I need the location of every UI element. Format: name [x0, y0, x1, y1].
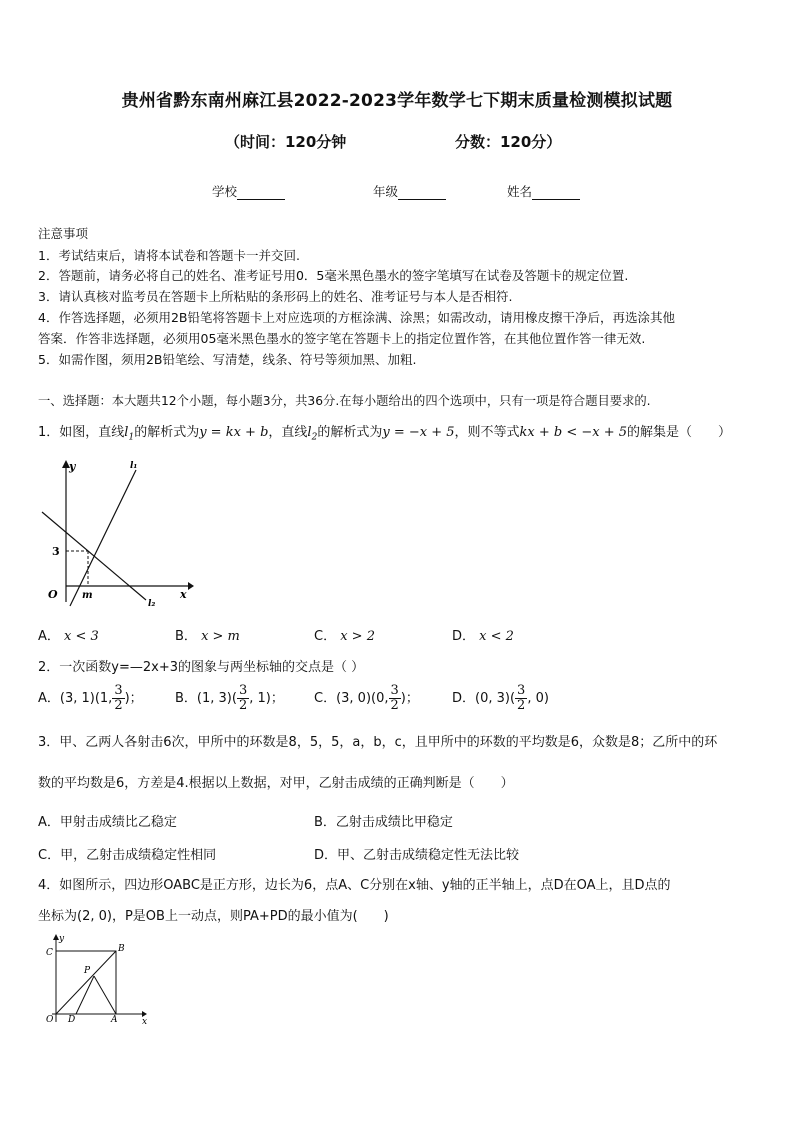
school-label: 学校 — [212, 184, 238, 199]
x-label: x — [142, 1017, 148, 1027]
option-text: x < 2 — [479, 629, 514, 644]
q4-stem-line1: 4．如图所示，四边形OABC是正方形，边长为6，点A、C分别在x轴、y轴的正半轴上，点D在OA上，且D点的 — [38, 878, 671, 893]
q1-text: ，则不等式 — [454, 425, 520, 440]
fraction-num: 3 — [390, 683, 399, 698]
fraction — [237, 684, 249, 713]
q3-option-d[interactable]: D．甲、乙射击成绩稳定性无法比较 — [314, 848, 520, 863]
origin-label: O — [48, 588, 58, 601]
fraction-num: 3 — [238, 683, 248, 698]
notice-item: 2．答题前，请务必将自己的姓名、准考证号用0．5毫米黑色墨水的签字笔填写在试卷及答题卡的规定位置. — [38, 268, 629, 283]
option-letter: C． — [314, 629, 337, 644]
point-o-label: O — [46, 1015, 54, 1025]
l2-label: l₂ — [148, 599, 156, 609]
x-axis-label: x — [180, 588, 187, 601]
l1-subscript: 1 — [128, 432, 135, 443]
fraction-den: 2 — [390, 698, 399, 713]
fraction — [112, 684, 124, 713]
segment-pd — [76, 976, 94, 1014]
l1-label: l₁ — [130, 461, 138, 471]
q2-option-a[interactable] — [38, 684, 143, 713]
option-text: A．(3, 1)(1, — [38, 691, 113, 706]
option-text: , 1)； — [249, 691, 284, 706]
option-text: )； — [400, 691, 419, 706]
q2-option-d[interactable] — [452, 684, 549, 713]
fraction-den: 2 — [114, 698, 123, 713]
l1-symbol: l — [124, 425, 129, 440]
option-letter: A． — [38, 629, 60, 644]
school-field — [212, 182, 285, 200]
segment-pa — [94, 976, 116, 1014]
option-text: x > m — [201, 629, 240, 644]
name-label: 姓名 — [507, 184, 533, 199]
fraction — [515, 684, 527, 713]
name-blank[interactable] — [532, 186, 580, 200]
q2-stem: 2．一次函数y=—2x+3的图象与两坐标轴的交点是（ ） — [38, 660, 365, 675]
point-d-label: D — [68, 1015, 76, 1025]
y-axis-label: y — [69, 460, 76, 473]
y-label: y — [59, 934, 65, 944]
school-blank[interactable] — [237, 186, 285, 200]
exam-score: 分数：120分） — [455, 133, 562, 151]
option-text: B．(1, 3)( — [175, 691, 237, 706]
q1-text: 的解析式为 — [134, 425, 200, 440]
page-title: 贵州省黔东南州麻江县2022-2023学年数学七下期末质量检测模拟试题 — [121, 91, 673, 111]
q3-stem-line1: 3．甲、乙两人各射击6次，甲所中的环数是8，5，5，a，b，c，且甲所中的环数的平均数是6，众数是8；乙所中的环 — [38, 735, 718, 750]
notice-item: 5．如需作图，须用2B铅笔绘、写清楚，线条、符号等须加黑、加粗. — [38, 352, 417, 367]
option-text: x > 2 — [340, 629, 375, 644]
q1-text: ，直线 — [268, 425, 308, 440]
q1-option-a[interactable] — [38, 625, 99, 644]
fraction-num: 3 — [517, 683, 526, 698]
q1-stem — [38, 421, 731, 443]
point-c-label: C — [46, 948, 53, 958]
option-letter: B． — [175, 629, 197, 644]
q1-inequality: kx + b < −x + 5 — [519, 425, 628, 440]
option-text: )； — [124, 691, 143, 706]
notice-heading: 注意事项 — [38, 226, 89, 241]
q1-text: 1．如图，直线 — [38, 425, 125, 440]
q1-graph — [36, 452, 196, 612]
name-field — [507, 182, 580, 200]
q1-text: 的解析式为 — [317, 425, 383, 440]
q3-option-c[interactable]: C．甲，乙射击成绩稳定性相同 — [38, 848, 217, 863]
q1-eq2: y = −x + 5 — [382, 425, 455, 440]
exam-time: （时间：120分钟 — [225, 133, 347, 151]
q4-stem-line2: 坐标为(2, 0)，P是OB上一动点，则PA+PD的最小值为( ) — [38, 909, 389, 924]
tick-3-label: 3 — [52, 545, 60, 558]
grade-field — [373, 182, 446, 200]
l2-subscript: 2 — [311, 432, 318, 443]
l2-symbol: l — [307, 425, 312, 440]
fraction-num: 3 — [114, 683, 123, 698]
option-text: x < 3 — [64, 629, 99, 644]
fraction — [389, 684, 401, 713]
grade-label: 年级 — [373, 184, 399, 199]
section-heading: 一、选择题：本大题共12个小题，每小题3分，共36分.在每小题给出的四个选项中，只有一项是符合题目要求的. — [38, 394, 651, 408]
option-text: C．(3, 0)(0, — [314, 691, 389, 706]
q1-eq1: y = kx + b — [199, 425, 269, 440]
q3-stem-line2: 数的平均数是6，方差是4.根据以上数据，对甲，乙射击成绩的正确判断是（ ） — [38, 776, 514, 791]
x-axis-arrow — [188, 582, 194, 590]
notice-item: 3．请认真核对监考员在答题卡上所粘贴的条形码上的姓名、准考证号与本人是否相符. — [38, 289, 513, 304]
option-text: , 0) — [527, 691, 549, 706]
q1-option-b[interactable] — [175, 625, 240, 644]
q2-option-b[interactable] — [175, 684, 284, 713]
q1-option-c[interactable] — [314, 625, 375, 644]
option-letter: D． — [452, 629, 476, 644]
m-label: m — [82, 590, 93, 601]
q1-option-d[interactable] — [452, 625, 514, 644]
point-p-label: P — [84, 966, 91, 976]
point-b-label: B — [118, 944, 125, 954]
q3-option-a[interactable]: A．甲射击成绩比乙稳定 — [38, 815, 177, 830]
notice-item: 答案．作答非选择题，必须用05毫米黑色墨水的签字笔在答题卡上的指定位置作答，在其他位置作答一律无效. — [38, 331, 646, 346]
fraction-den: 2 — [238, 698, 248, 713]
notice-item: 1．考试结束后，请将本试卷和答题卡一并交回. — [38, 248, 300, 263]
point-a-label: A — [111, 1015, 118, 1025]
q3-option-b[interactable]: B．乙射击成绩比甲稳定 — [314, 815, 453, 830]
notice-item: 4．作答选择题，必须用2B铅笔将答题卡上对应选项的方框涂满、涂黑；如需改动，请用橡皮擦干净后，再选涂其他 — [38, 310, 675, 325]
q2-option-c[interactable] — [314, 684, 419, 713]
option-text: D．(0, 3)( — [452, 691, 516, 706]
q1-text: 的解集是（ ） — [627, 425, 732, 440]
q4-square-figure — [38, 928, 158, 1028]
diagonal-ob — [56, 951, 116, 1014]
fraction-den: 2 — [517, 698, 526, 713]
grade-blank[interactable] — [398, 186, 446, 200]
